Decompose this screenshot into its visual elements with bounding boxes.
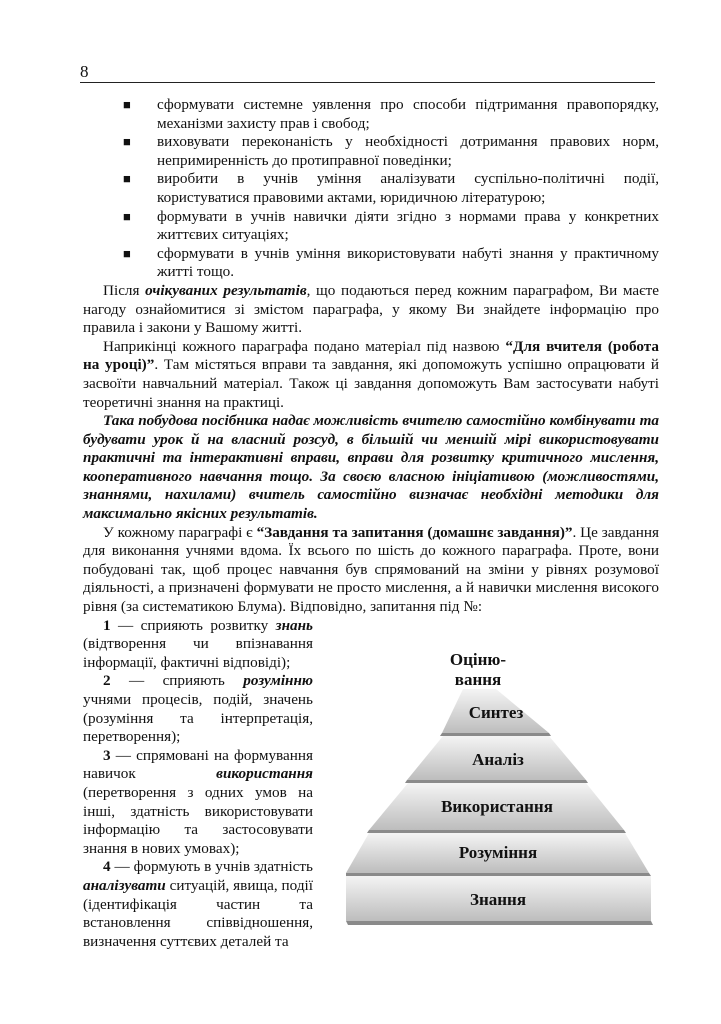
level-item [83, 747, 313, 859]
list-item-text: виховувати переконаність у необхідності дотримання правових норм, непримиренність до протиправної поведінки; [157, 133, 659, 169]
paragraph-for-teacher [83, 338, 659, 412]
level-keyword: аналізувати [83, 876, 166, 894]
pyramid-label-synthesis: Синтез [468, 702, 524, 722]
level-item [83, 858, 313, 951]
levels-section [83, 616, 659, 950]
pyramid-band-shadow [346, 873, 651, 876]
text-run: — формують в учнів здатність [110, 858, 313, 876]
pyramid-top-label: Оціню- [449, 649, 507, 669]
text-run: учнями процесів, подій, значень (розуміння та інтерпретація, перетворення); [83, 691, 313, 746]
section-title-ref: “Для вчителя (робота на уроці)” [83, 337, 659, 374]
paragraph-structure-note: Така побудова посібника надає можливість вчителю самостійно комбінувати та будувати урок й на власний розсуд, в більшій чи меншій мірі використовувати практичні та інтерактивні вправи, вправи для розвитку критичного мислення, кооперативного навчання тощо. За своєю власною ініціативою (можливостями, знаннями, нахилами) вчитель самостійно визначає необхідні методики для максимально якісних результатів. [83, 412, 659, 523]
text-run: . Це завдання для виконання учнями вдома. Їх всього по шість до кожного параграфа. Проте, вони побудовані так, щоб процес навчання був спрямований на зміни у рівнях розумової діяльності, а призначені формувати не просто мислення, а й навички мислення високого рівня (за систематикою Блума). Відповідно, запитання під №: [83, 523, 660, 616]
list-item [83, 170, 659, 207]
paragraph-homework [83, 524, 659, 617]
list-item [83, 208, 659, 245]
bloom-pyramid [346, 637, 666, 937]
level-keyword: розумінню [243, 672, 313, 690]
text-run: Наприкінці кожного параграфа подано матеріал під назвою [103, 337, 506, 355]
level-number: 1 [103, 616, 111, 634]
text-run: — спрямовані на формування навичок [83, 746, 313, 783]
level-keyword: знань [275, 616, 313, 634]
text-run: (перетворення з одних умов на інші, здатність використовувати інформацію та застосовувати знання в нових умовах); [83, 783, 313, 857]
text-run: Після [103, 281, 146, 299]
list-item [83, 245, 659, 282]
list-item-text: виробити в учнів уміння аналізувати суспільно-політичні події, користуватися правовими актами, юридичною літературою; [157, 170, 659, 206]
bullet-icon: ■ [123, 134, 131, 150]
bullet-icon: ■ [123, 245, 131, 261]
header-rule [80, 82, 655, 83]
text-run: . Там містяться вправи та завдання, які допоможуть успішно опрацювати й засвоїти навчальний матеріал. Також ці завдання допоможуть Вам застосувати набуті теоретичні знання на практиці. [83, 356, 659, 411]
list-item [83, 96, 659, 133]
pyramid-band-shadow [367, 830, 626, 833]
text-run: У кожному параграфі є [103, 523, 257, 541]
page-number: 8 [80, 62, 89, 81]
pyramid-label-comprehension: Розуміння [458, 842, 538, 862]
bullet-icon: ■ [123, 208, 131, 224]
pyramid-band-shadow [440, 733, 551, 736]
text-run: , що подаються перед кожним параграфом, Ви маєте нагоду ознайомитися зі змістом параграфа, у якому Ви знайдете інформацію про правила і закони у Вашому житті. [83, 281, 659, 337]
level-keyword: використання [216, 765, 313, 783]
level-number: 4 [103, 858, 111, 876]
goals-list [83, 96, 659, 282]
text-run: — сприяють [110, 672, 244, 690]
bullet-icon: ■ [123, 97, 131, 112]
level-number: 2 [103, 672, 111, 690]
text-run: — сприяють розвитку [110, 616, 276, 634]
page-content [83, 96, 660, 950]
pyramid-band-shadow [346, 921, 653, 925]
pyramid-label-analysis: Аналіз [472, 749, 524, 769]
level-item [83, 617, 313, 673]
level-item [83, 672, 313, 746]
list-item-text: сформувати в учнів уміння використовувати набуті знання у практичному житті тощо. [157, 244, 659, 281]
list-item-text: формувати в учнів навички діяти згідно з нормами права у конкретних життєвих ситуаціях; [157, 207, 659, 244]
emphasis-text: очікуваних результатів [145, 281, 307, 299]
levels-list [83, 617, 313, 952]
list-item-text: сформувати системне уявлення про способи підтримання правопорядку, механізми захисту прав і свобод; [157, 96, 659, 132]
pyramid-top-label: вання [454, 669, 502, 689]
pyramid-label-knowledge: Знання [469, 889, 527, 909]
pyramid-label-application: Використання [441, 796, 553, 816]
paragraph-expected-results [83, 282, 659, 338]
pyramid-band-shadow [405, 780, 588, 783]
text-run: (відтворення чи впізнавання інформації, фактичні відповіді); [83, 635, 313, 671]
bullet-icon: ■ [123, 171, 131, 187]
section-title-ref: “Завдання та запитання (домашнє завдання)” [256, 523, 573, 541]
text-run: ситуацій, явища, події (ідентифікація частин та встановлення співвідношення, визначення суттєвих деталей та [83, 876, 313, 950]
list-item [83, 133, 659, 170]
level-number: 3 [103, 746, 111, 764]
